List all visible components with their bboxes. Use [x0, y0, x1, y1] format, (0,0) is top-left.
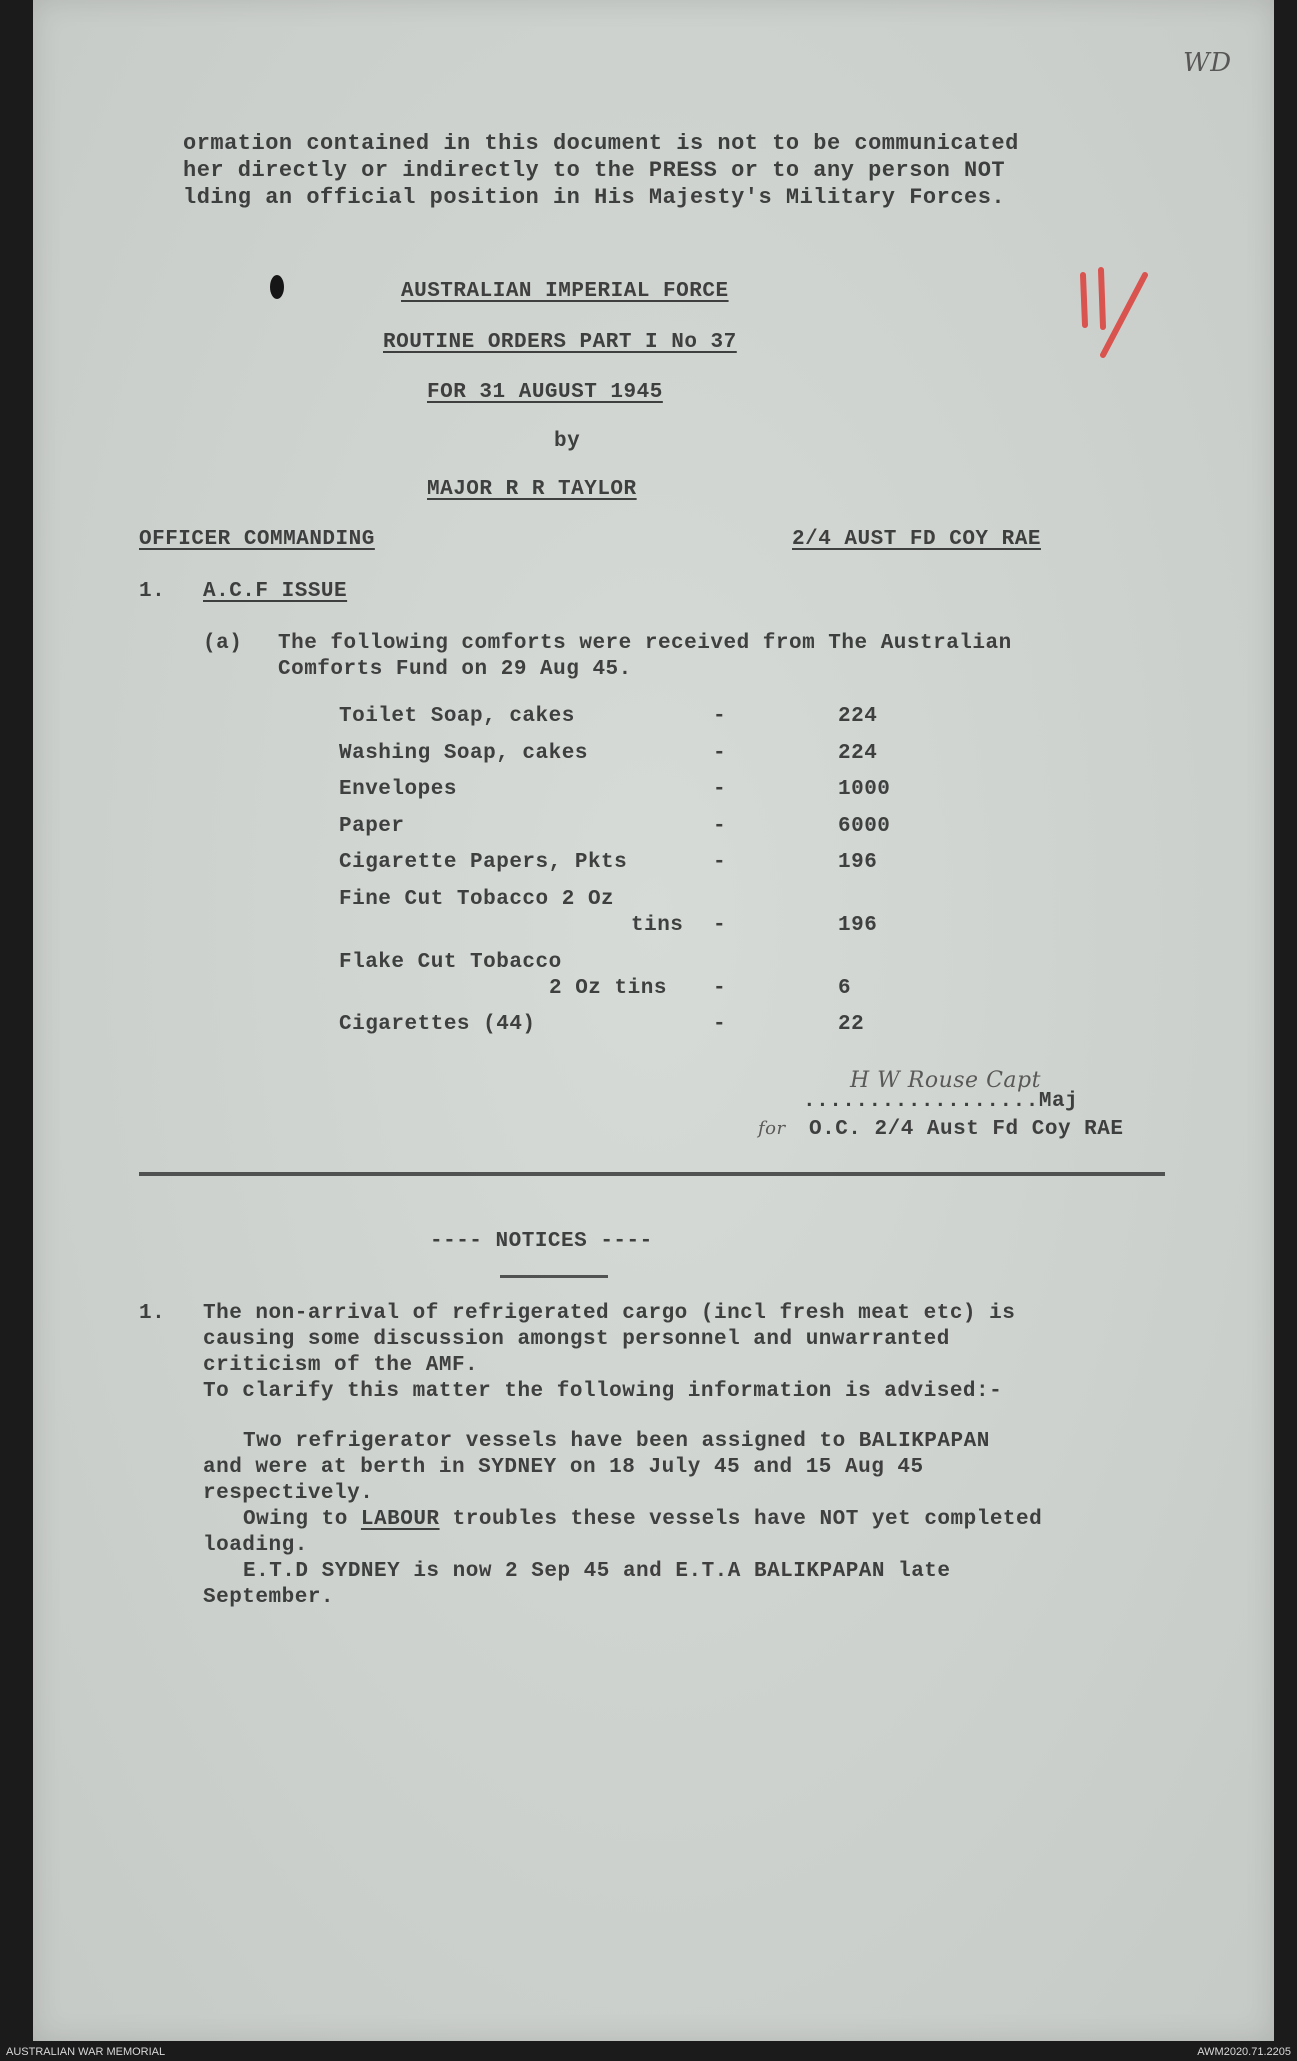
- item-qty: 22: [838, 1013, 865, 1036]
- notice-para-3-line-2: loading.: [203, 1534, 308, 1557]
- labour-word: LABOUR: [360, 1508, 440, 1531]
- item-name: Paper: [339, 815, 405, 838]
- item-qty: 6000: [838, 815, 891, 838]
- notice-para-4-line: September.: [203, 1586, 335, 1609]
- title-line-3: FOR 31 AUGUST 1945: [427, 381, 663, 404]
- para-3-rest: troubles these vessels have NOT yet completed: [439, 1508, 1043, 1531]
- item-dash: -: [713, 977, 727, 1000]
- item-dash: -: [713, 742, 727, 765]
- signature-initial: for: [758, 1118, 786, 1139]
- unit-label: 2/4 AUST FD COY RAE: [792, 528, 1041, 551]
- item-name: Flake Cut Tobacco: [339, 951, 562, 974]
- notices-underline: [500, 1275, 608, 1278]
- section-1-number: 1.: [139, 580, 166, 603]
- item-qty: 224: [838, 742, 878, 765]
- ink-blot: [270, 275, 284, 299]
- security-notice-line-2: her directly or indirectly to the PRESS or to any person NOT: [183, 158, 1006, 183]
- item-name: Cigarette Papers, Pkts: [339, 851, 628, 874]
- footer-right: AWM2020.71.2205: [1197, 2046, 1291, 2058]
- notices-heading: ---- NOTICES ----: [430, 1230, 653, 1253]
- divider-line: [139, 1172, 1165, 1176]
- item-dash: -: [713, 815, 727, 838]
- notice-line: causing some discussion amongst personnel and unwarranted: [203, 1328, 950, 1351]
- item-dash: -: [713, 914, 727, 937]
- signature-handwritten: H W Rouse Capt: [850, 1068, 1041, 1093]
- item-qty: 196: [838, 914, 878, 937]
- title-line-1: AUSTRALIAN IMPERIAL FORCE: [401, 280, 729, 303]
- item-name: Envelopes: [339, 778, 457, 801]
- item-dash: -: [713, 705, 727, 728]
- para-3-prefix: Owing to: [243, 1508, 361, 1531]
- notice-para-2-line: respectively.: [203, 1482, 374, 1505]
- item-dash: -: [713, 1013, 727, 1036]
- footer-left: AUSTRALIAN WAR MEMORIAL: [6, 2046, 166, 2058]
- red-margin-mark: [1073, 255, 1163, 365]
- signature-title: O.C. 2/4 Aust Fd Coy RAE: [809, 1118, 1124, 1141]
- corner-note: WD: [1183, 48, 1232, 78]
- item-name: Fine Cut Tobacco 2 Oz: [339, 888, 615, 911]
- para-a-label: (a): [203, 632, 243, 655]
- notice-line: The non-arrival of refrigerated cargo (incl fresh meat etc) is: [203, 1302, 1016, 1325]
- title-by: by: [554, 430, 581, 453]
- item-name-cont: tins: [631, 914, 684, 937]
- signature-dots-rank: ..................Maj: [803, 1090, 1079, 1113]
- item-name: Toilet Soap, cakes: [339, 705, 575, 728]
- item-qty: 224: [838, 705, 878, 728]
- title-line-2: ROUTINE ORDERS PART I No 37: [383, 331, 737, 354]
- item-dash: -: [713, 778, 727, 801]
- para-a-line-2: Comforts Fund on 29 Aug 45.: [278, 658, 632, 681]
- svg-text:11: 11: [1073, 255, 1075, 256]
- notice-para-2-line: Two refrigerator vessels have been assigned to BALIKPAPAN: [243, 1430, 990, 1453]
- item-qty: 196: [838, 851, 878, 874]
- notice-line: criticism of the AMF.: [203, 1354, 479, 1377]
- notice-para-3-line-1: [243, 1508, 1042, 1531]
- section-1-heading: A.C.F ISSUE: [203, 580, 348, 603]
- para-a-line-1: The following comforts were received from The Australian: [278, 632, 1012, 655]
- item-name: Washing Soap, cakes: [339, 742, 588, 765]
- security-notice-line-1: ormation contained in this document is not to be communicated: [183, 131, 1019, 156]
- title-officer: MAJOR R R TAYLOR: [427, 478, 637, 501]
- security-notice-line-3: lding an official position in His Majesty's Military Forces.: [183, 185, 1006, 210]
- notice-para-2-line: and were at berth in SYDNEY on 18 July 45 and 15 Aug 45: [203, 1456, 924, 1479]
- officer-commanding-label: OFFICER COMMANDING: [139, 528, 375, 551]
- item-dash: -: [713, 851, 727, 874]
- item-name-cont: 2 Oz tins: [549, 977, 667, 1000]
- item-qty: 6: [838, 977, 852, 1000]
- item-qty: 1000: [838, 778, 891, 801]
- document-page: [33, 0, 1274, 2041]
- notice-para-4-line: E.T.D SYDNEY is now 2 Sep 45 and E.T.A BALIKPAPAN late: [243, 1560, 951, 1583]
- notice-line: To clarify this matter the following information is advised:-: [203, 1380, 1003, 1403]
- item-name: Cigarettes (44): [339, 1013, 536, 1036]
- notice-1-number: 1.: [139, 1302, 166, 1325]
